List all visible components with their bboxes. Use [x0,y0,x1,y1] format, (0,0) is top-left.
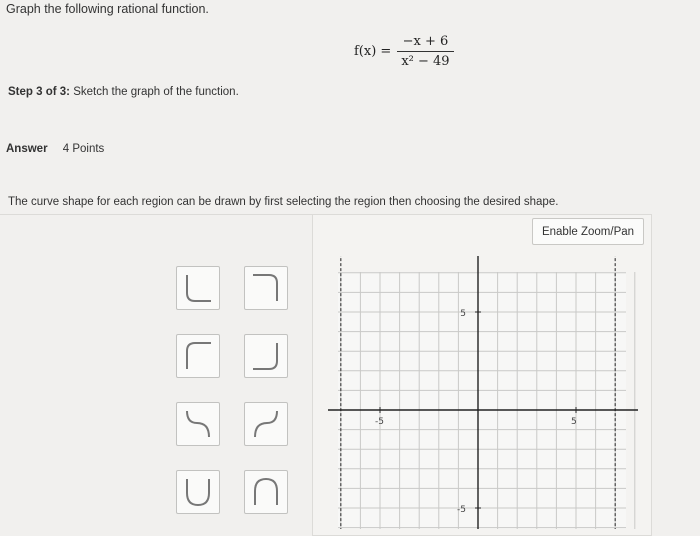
l-corner-icon [181,271,215,305]
step-label: Step 3 of 3: [8,86,70,98]
step-text: Sketch the graph of the function. [73,86,239,98]
formula-lhs: f(x) = [354,44,392,59]
question-prompt: Graph the following rational function. [6,2,209,16]
y-tick-label: -5 [457,505,466,515]
reverse-s-curve-icon [249,407,283,441]
divider [0,214,312,215]
formula-numerator: −x + 6 [402,34,449,49]
answer-points: 4 Points [62,143,105,155]
shape-corner-top-right[interactable] [244,266,288,310]
answer-header [6,143,104,155]
u-curve-icon [181,475,215,509]
enable-zoom-pan-button[interactable]: Enable Zoom/Pan [532,218,644,245]
graph-background [338,272,626,529]
step-indicator [8,86,239,98]
instructions-text: The curve shape for each region can be drawn by first selecting the region then choosing the desired shape. [8,196,559,208]
reverse-corner-icon [249,271,283,305]
function-formula [354,34,454,69]
x-tick-label: -5 [375,417,384,427]
shape-arch-curve[interactable] [244,470,288,514]
bottom-right-corner-icon [249,339,283,373]
shape-reverse-s-curve[interactable] [244,402,288,446]
shape-u-curve[interactable] [176,470,220,514]
shape-s-curve[interactable] [176,402,220,446]
arch-curve-icon [249,475,283,509]
coordinate-graph[interactable] [328,256,638,529]
x-tick-label: 5 [571,417,577,427]
shape-corner-bottom-right[interactable] [244,334,288,378]
top-left-corner-icon [181,339,215,373]
answer-label: Answer [6,143,48,155]
formula-fraction [397,34,453,69]
shape-corner-top-left[interactable] [176,334,220,378]
formula-denominator: x² − 49 [397,51,453,69]
shape-corner-bottom-left[interactable] [176,266,220,310]
s-curve-icon [181,407,215,441]
y-tick-label: 5 [460,309,466,319]
